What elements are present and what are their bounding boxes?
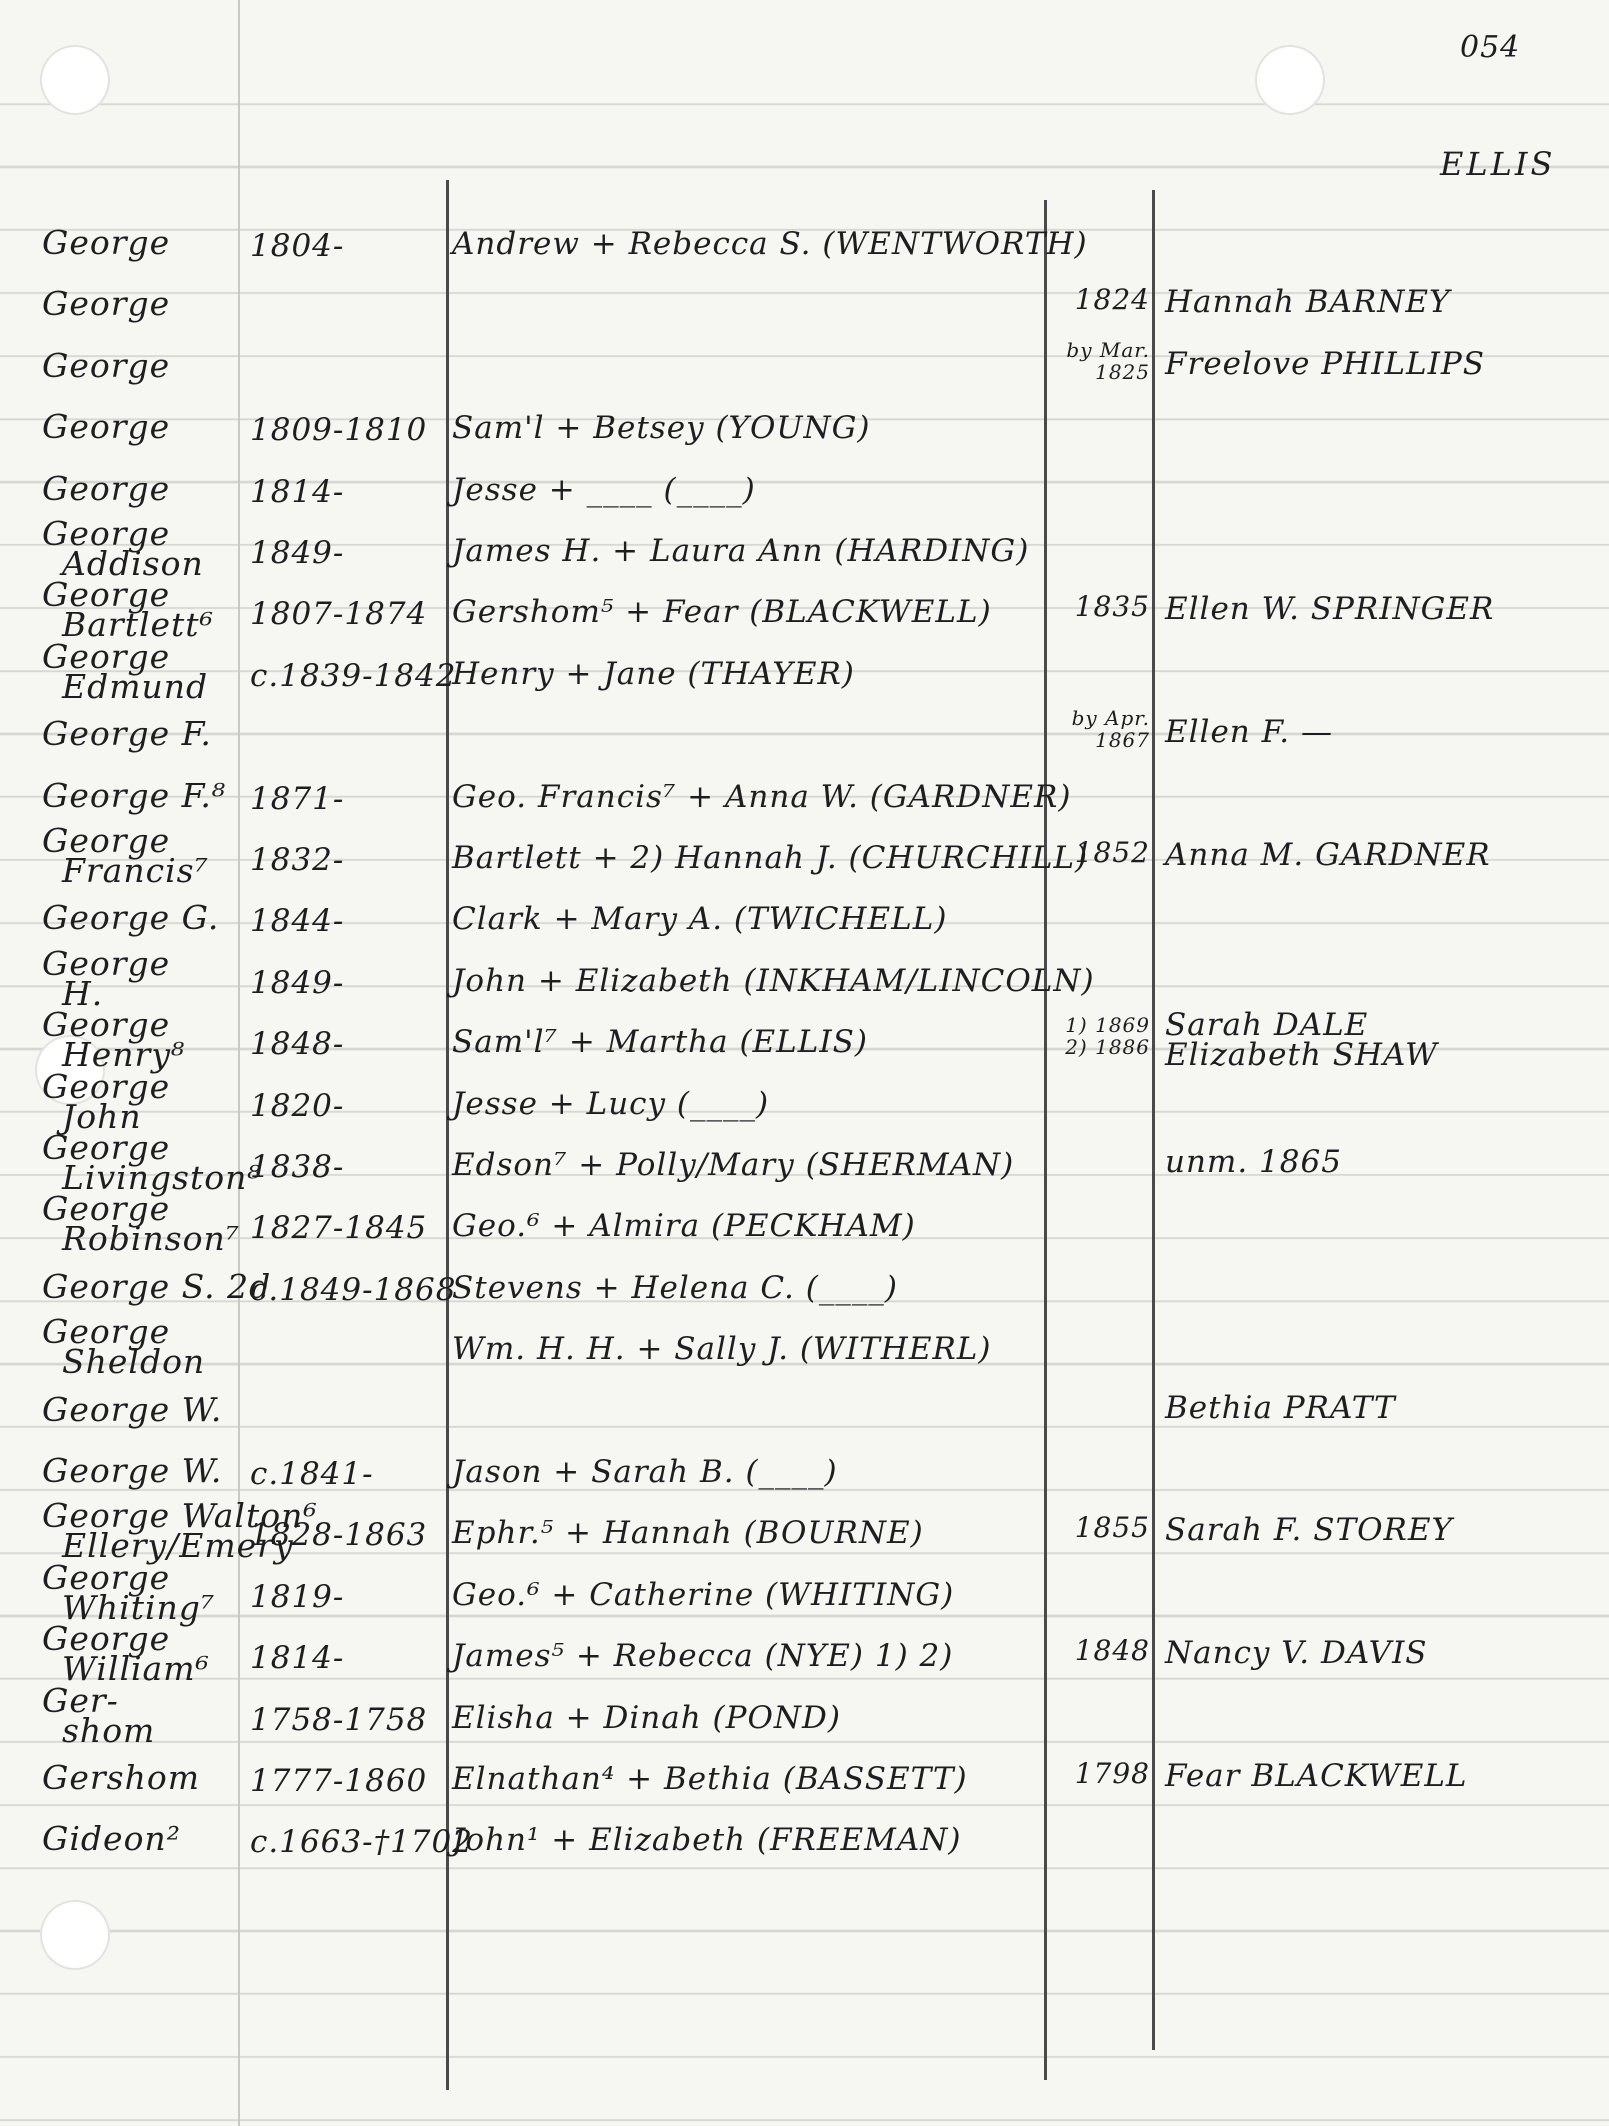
life-dates: 1820- [250,1088,345,1124]
spouse-name: Ellen W. SPRINGER [1165,591,1495,627]
life-dates: 1809-1810 [250,412,428,448]
middle-name: Whiting⁷ [62,1588,216,1627]
given-name: George S. 2d [42,1267,272,1306]
table-row [0,396,1609,458]
table-row [0,212,1609,274]
middle-name: shom [62,1711,156,1750]
page-number: 054 [1460,30,1521,65]
table-row [0,514,1609,583]
parents: Clark + Mary A. (TWICHELL) [452,901,948,937]
person-name [42,1758,201,1797]
spouse-name: Nancy V. DAVIS [1165,1635,1428,1671]
person-name [42,821,209,890]
table-row [0,703,1609,765]
life-dates: 1814- [250,474,345,510]
middle-name: H. [62,974,104,1013]
table-row [0,1496,1609,1565]
marriage-date: 1855 [1074,1511,1150,1544]
person-name [42,407,171,446]
parents: Geo.⁶ + Catherine (WHITING) [452,1577,955,1613]
table-row [0,887,1609,949]
marriage-date: 1835 [1074,590,1150,623]
person-name [42,514,204,583]
spouse-name: Bethia PRATT [1165,1390,1396,1426]
spouse-name: unm. 1865 [1165,1144,1342,1180]
table-row [0,458,1609,520]
parents: Jesse + ____ (____) [452,472,756,508]
given-name: George [42,1005,171,1044]
person-name [42,1312,206,1381]
parents: Bartlett + 2) Hannah J. (CHURCHILL) [452,840,1089,876]
punch-hole [40,1900,110,1970]
table-row [0,1067,1609,1136]
middle-name: Edmund [62,667,209,706]
middle-name: Henry⁸ [62,1035,186,1074]
marriage-date: 1) 1869 2) 1886 [1065,1013,1150,1059]
spouse-name: Freelove PHILLIPS [1165,346,1485,382]
person-name [42,714,212,753]
table-row [0,1747,1609,1809]
life-dates: 1807-1874 [250,596,428,632]
marriage-date: by Apr. 1867 [1071,706,1150,752]
punch-hole [1255,45,1325,115]
life-dates: 1758-1758 [250,1702,428,1738]
spouse-name: Hannah BARNEY [1165,284,1451,320]
marriage-date: by Mar. 1825 [1066,338,1150,384]
given-name: George [42,514,171,553]
given-name: George [42,407,171,446]
spouse-name-line: Sarah DALE [1165,1007,1369,1043]
given-name: George [42,637,171,676]
parents: Wm. H. H. + Sally J. (WITHERL) [452,1331,992,1367]
parents: Henry + Jane (THAYER) [452,656,855,692]
marriage-date: 1798 [1074,1757,1150,1790]
person-name [42,575,214,644]
middle-name: Bartlett⁶ [62,605,214,644]
life-dates: 1819- [250,1579,345,1615]
life-dates: c.1839-1842 [250,658,457,694]
marriage-date: 1824 [1074,283,1150,316]
parents: Ephr.⁵ + Hannah (BOURNE) [452,1515,924,1551]
middle-name: Robinson⁷ [62,1219,240,1258]
table-row [0,1379,1609,1441]
given-name: George G. [42,898,220,937]
given-name: George [42,944,171,983]
table-row [0,821,1609,890]
middle-name: Addison [62,544,204,583]
given-name: George [42,1189,171,1228]
table-row [0,575,1609,644]
parents: Andrew + Rebecca S. (WENTWORTH) [452,226,1088,262]
life-dates: 1849- [250,535,345,571]
table-row [0,273,1609,335]
person-name [42,1128,262,1197]
life-dates: 1844- [250,903,345,939]
middle-name: William⁶ [62,1649,210,1688]
person-name [42,1390,223,1429]
given-name: George W. [42,1390,223,1429]
person-name [42,1558,216,1627]
spouse-name: Sarah F. STOREY [1165,1512,1453,1548]
given-name: George [42,469,171,508]
parents: Sam'l + Betsey (YOUNG) [452,410,871,446]
life-dates: c.1841- [250,1456,374,1492]
person-name [42,898,220,937]
given-name: George [42,821,171,860]
life-dates: 1838- [250,1149,345,1185]
table-row [0,1128,1609,1197]
table-row [0,1189,1609,1258]
marriage-date: 1848 [1074,1634,1150,1667]
parents: James H. + Laura Ann (HARDING) [452,533,1030,569]
person-name [42,944,171,1013]
life-dates: 1804- [250,228,345,264]
person-name [42,1067,171,1136]
parents: John¹ + Elizabeth (FREEMAN) [452,1822,962,1858]
person-name [42,223,171,262]
person-name [42,776,227,815]
parents: Geo. Francis⁷ + Anna W. (GARDNER) [452,779,1072,815]
table-row [0,637,1609,706]
person-name [42,1451,223,1490]
parents: Elnathan⁴ + Bethia (BASSETT) [452,1761,968,1797]
table-row [0,765,1609,827]
table-row [0,944,1609,1013]
table-row [0,1619,1609,1688]
parents: Edson⁷ + Polly/Mary (SHERMAN) [452,1147,1015,1183]
parents: Gershom⁵ + Fear (BLACKWELL) [452,594,992,630]
life-dates: 1871- [250,781,345,817]
given-name: George [42,1067,171,1106]
given-name: George F.⁸ [42,776,227,815]
life-dates: c.1663-†1702 [250,1824,473,1860]
table-row [0,1312,1609,1381]
given-name: George [42,1558,171,1597]
life-dates: 1828-1863 [250,1517,428,1553]
given-name: Ger- [42,1681,119,1720]
given-name: George [42,1128,171,1167]
table-row [0,1558,1609,1627]
person-name [42,469,171,508]
spouse-name: Anna M. GARDNER [1165,837,1491,873]
given-name: George W. [42,1451,223,1490]
middle-name: John [62,1097,142,1136]
spouse-name-line: Elizabeth SHAW [1165,1037,1439,1073]
marriage-date: 1852 [1074,836,1150,869]
given-name: George [42,1312,171,1351]
given-name: Gershom [42,1758,201,1797]
life-dates: 1827-1845 [250,1210,428,1246]
middle-name: Sheldon [62,1342,206,1381]
parents: Elisha + Dinah (POND) [452,1700,841,1736]
middle-name: Ellery/Emery [62,1526,294,1565]
person-name [42,1005,186,1074]
person-name [42,1819,181,1858]
parents: John + Elizabeth (INKHAM/LINCOLN) [452,963,1095,999]
parents: Jason + Sarah B. (____) [452,1454,838,1490]
spouse-name [1165,1007,1439,1073]
person-name [42,1189,240,1258]
table-row [0,1440,1609,1502]
surname-heading: ELLIS [1440,145,1556,183]
given-name: George Walton⁶ [42,1496,318,1535]
table-row [0,1681,1609,1750]
spouse-name: Fear BLACKWELL [1165,1758,1468,1794]
given-name: George [42,284,171,323]
parents: James⁵ + Rebecca (NYE) 1) 2) [452,1638,954,1674]
person-name [42,1681,156,1750]
parents: Stevens + Helena C. (____) [452,1270,898,1306]
life-dates: c.1849-1868 [250,1272,457,1308]
parents: Sam'l⁷ + Martha (ELLIS) [452,1024,868,1060]
middle-name: Francis⁷ [62,851,209,890]
life-dates: 1814- [250,1640,345,1676]
person-name [42,284,171,323]
person-name [42,346,171,385]
given-name: Gideon² [42,1819,181,1858]
middle-name: Livingston⁸ [62,1158,262,1197]
person-name [42,637,209,706]
punch-hole [40,45,110,115]
table-row [0,335,1609,397]
person-name [42,1619,210,1688]
table-row [0,1808,1609,1870]
life-dates: 1848- [250,1026,345,1062]
given-name: George [42,223,171,262]
table-row [0,1256,1609,1318]
given-name: George [42,346,171,385]
parents: Geo.⁶ + Almira (PECKHAM) [452,1208,916,1244]
given-name: George [42,1619,171,1658]
person-name [42,1267,272,1306]
table-row [0,1005,1609,1074]
life-dates: 1777-1860 [250,1763,428,1799]
parents: Jesse + Lucy (____) [452,1086,770,1122]
given-name: George [42,575,171,614]
given-name: George F. [42,714,212,753]
life-dates: 1849- [250,965,345,1001]
life-dates: 1832- [250,842,345,878]
spouse-name: Ellen F. — [1165,714,1334,750]
